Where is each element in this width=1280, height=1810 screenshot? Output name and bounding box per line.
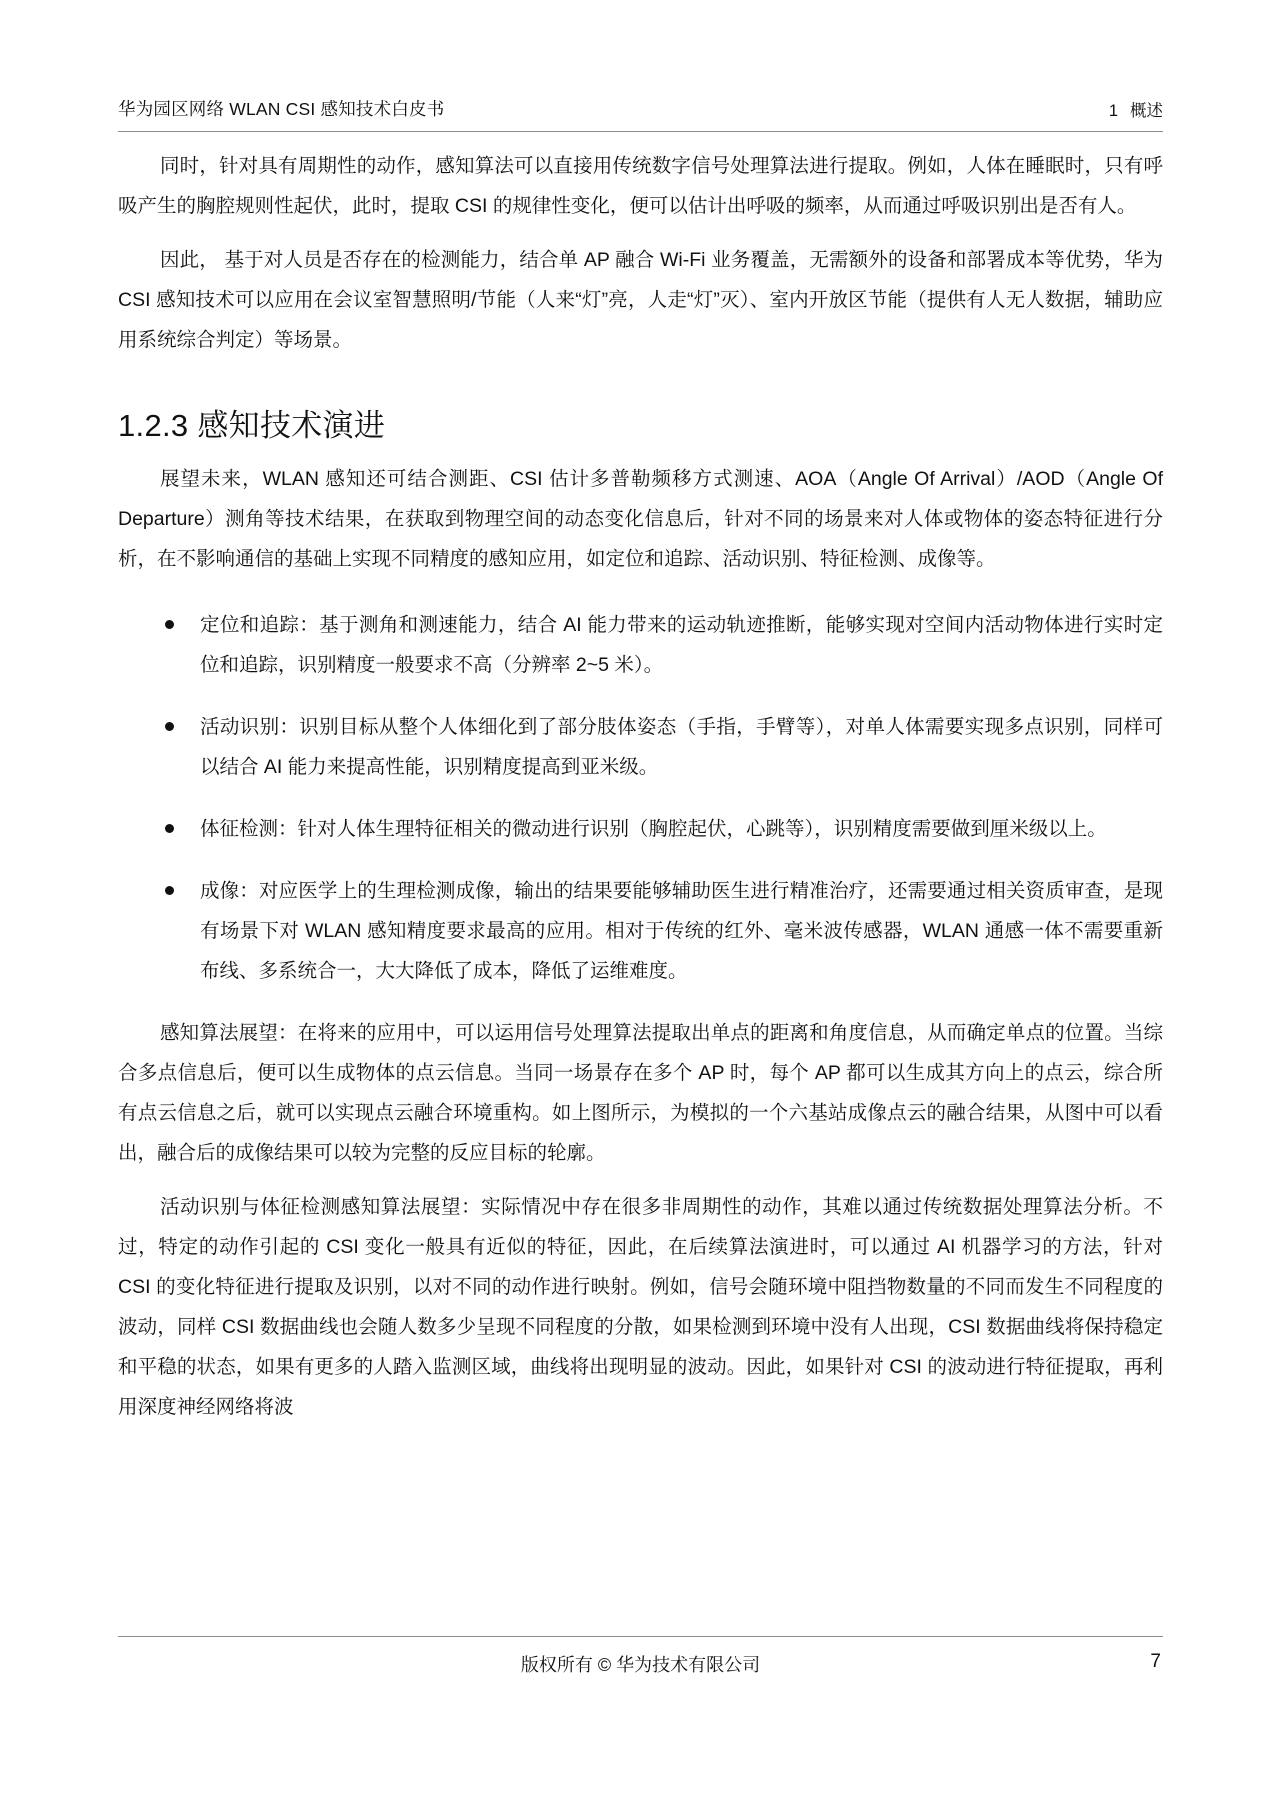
paragraph-4: 感知算法展望：在将来的应用中，可以运用信号处理算法提取出单点的距离和角度信息，从而确定单点的位置。当综合多点信息后，便可以生成物体的点云信息。当同一场景存在多个 AP 时，每个 AP 都可以生成其方向上的点云，综合所有点云信息之后，就可以实现点云融合环境重构。如上图所示，为模拟的一个六基站成像点云的融合结果，从图中可以看出，融合后的成像结果可以较为完整的反应目标的轮廓。 [118,1022,1163,1164]
list-item [118,871,1163,991]
page-content [118,96,1163,1427]
paragraph-3: 展望未来，WLAN 感知还可结合测距、CSI 估计多普勒频移方式测速、AOA（Angle Of Arrival）/AOD（Angle Of Departure）测角等技术结果，在获取到物理空间的动态变化信息后，针对不同的场景来对人体或物体的姿态特征进行分析，在不影响通信的基础上实现不同精度的感知应用，如定位和追踪、活动识别、特征检测、成像等。 [118,468,1163,570]
bullet-dot-icon [165,886,174,895]
header-document-title: 华为园区网络 WLAN CSI 感知技术白皮书 [118,99,445,119]
list-item-text: 成像：对应医学上的生理检测成像，输出的结果要能够辅助医生进行精准治疗，还需要通过相关资质审查，是现有场景下对 WLAN 感知精度要求最高的应用。相对于传统的红外、毫米波传感器，WLAN 通感一体不需要重新布线、多系统合一，大大降低了成本，降低了运维难度。 [200,880,1163,982]
header-section-number: 1 [1108,102,1118,120]
paragraph-5: 活动识别与体征检测感知算法展望：实际情况中存在很多非周期性的动作，其难以通过传统数据处理算法分析。不过，特定的动作引起的 CSI 变化一般具有近似的特征，因此，在后续算法演进时，可以通过 AI 机器学习的方法，针对 CSI 的变化特征进行提取及识别，以对不同的动作进行映射。例如，信号会随环境中阻挡物数量的不同而发生不同程度的波动，同样 CSI 数据曲线也会随人数多少呈现不同程度的分散，如果检测到环境中没有人出现，CSI 数据曲线将保持稳定和平稳的状态，如果有更多的人踏入监测区域，曲线将出现明显的波动。因此，如果针对 CSI 的波动进行特征提取，再利用深度神经网络将波 [118,1196,1163,1418]
list-item-text: 定位和追踪：基于测角和测速能力，结合 AI 能力带来的运动轨迹推断，能够实现对空间内活动物体进行实时定位和追踪，识别精度一般要求不高（分辨率 2~5 米）。 [200,614,1163,676]
page-header [118,96,1163,132]
list-item-text: 体征检测：针对人体生理特征相关的微动进行识别（胸腔起伏，心跳等），识别精度需要做到厘米级以上。 [200,818,1107,840]
bullet-dot-icon [165,722,174,731]
paragraph-1: 同时，针对具有周期性的动作，感知算法可以直接用传统数字信号处理算法进行提取。例如，人体在睡眠时，只有呼吸产生的胸腔规则性起伏，此时，提取 CSI 的规律性变化，便可以估计出呼吸的频率，从而通过呼吸识别出是否有人。 [118,155,1163,217]
header-section [1109,97,1163,121]
footer-copyright: 版权所有 © 华为技术有限公司 [520,1655,761,1675]
bullet-dot-icon [165,824,174,833]
list-item [118,707,1163,787]
bullet-list [118,605,1163,991]
bullet-dot-icon [165,620,174,629]
list-item [118,605,1163,685]
section-heading-1-2-3: 1.2.3 感知技术演进 [118,408,386,443]
footer-page-number: 7 [1150,1651,1161,1672]
list-item [118,809,1163,849]
paragraph-2: 因此， 基于对人员是否存在的检测能力，结合单 AP 融合 Wi-Fi 业务覆盖，无需额外的设备和部署成本等优势，华为 CSI 感知技术可以应用在会议室智慧照明/节能（人来“灯”亮，人走“灯”灭）、室内开放区节能（提供有人无人数据，辅助应用系统综合判定）等场景。 [118,249,1163,351]
header-section-title: 概述 [1130,102,1163,120]
list-item-text: 活动识别：识别目标从整个人体细化到了部分肢体姿态（手指，手臂等），对单人体需要实现多点识别，同样可以结合 AI 能力来提高性能，识别精度提高到亚米级。 [200,716,1163,778]
page-footer [118,1636,1163,1677]
